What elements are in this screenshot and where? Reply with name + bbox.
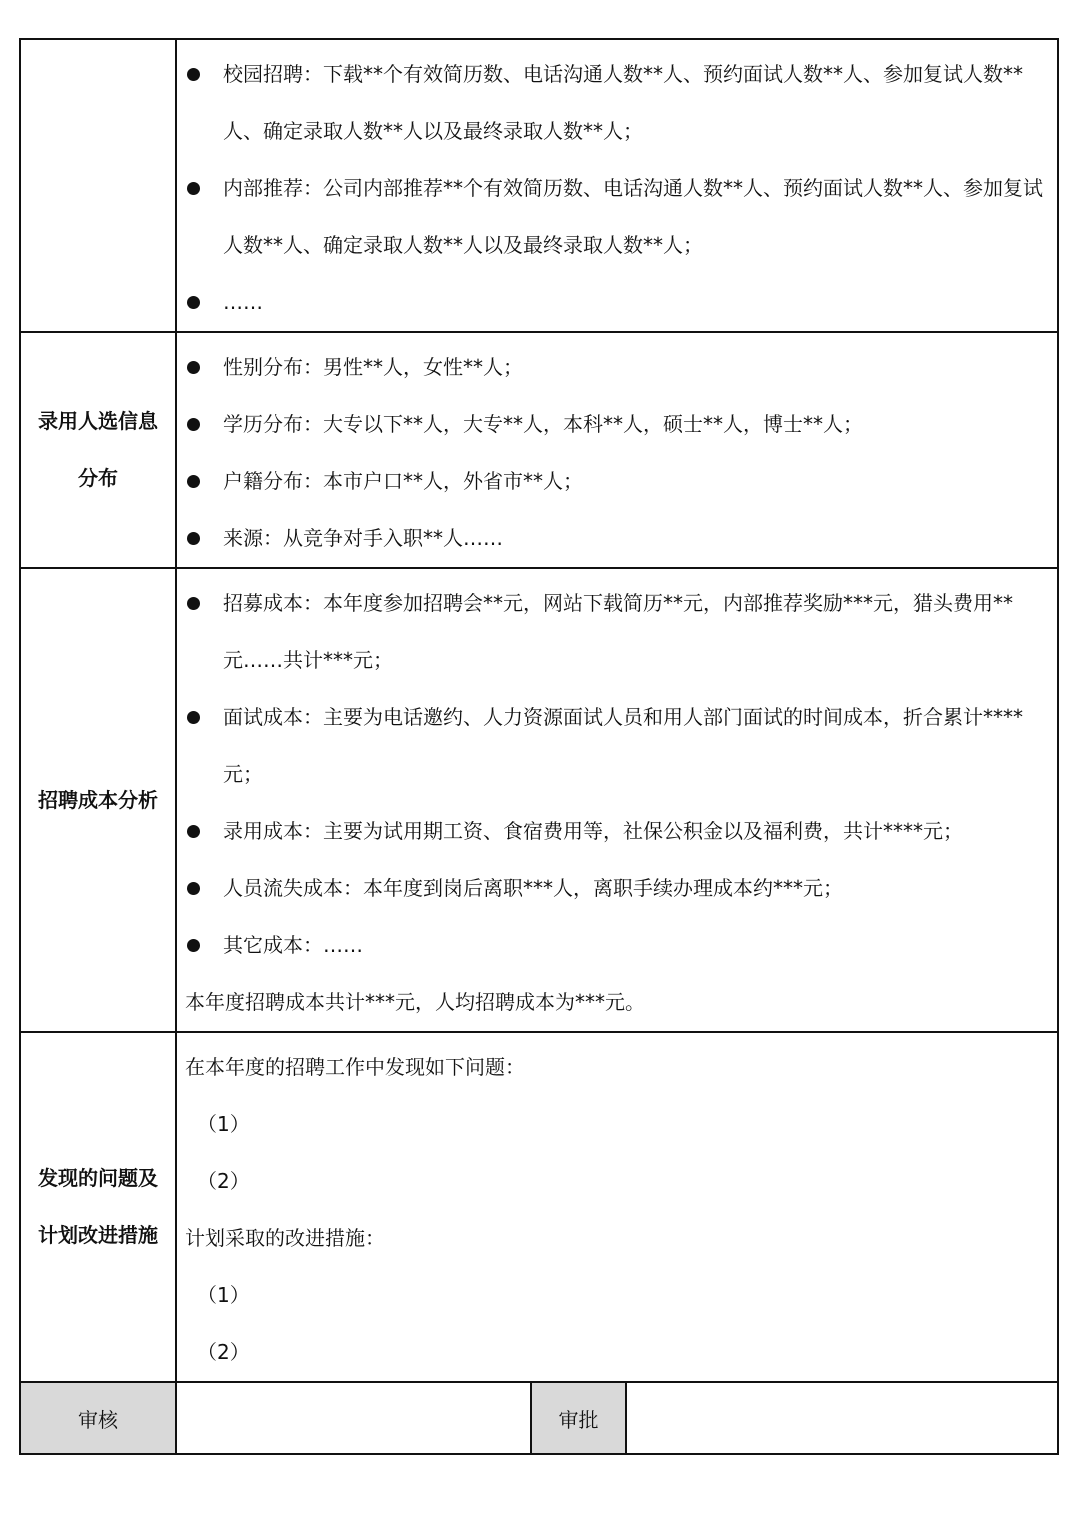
review-field[interactable] (176, 1382, 531, 1454)
cost-analysis-content (176, 568, 1058, 1032)
cost-analysis-label: 招聘成本分析 (20, 568, 176, 1032)
cost-item-other: 其它成本：…… (185, 917, 1049, 974)
cost-item-attrition: 人员流失成本：本年度到岗后离职***人，离职手续办理成本约***元； (185, 860, 1049, 917)
hire-item-education: 学历分布：大专以下**人，大专**人，本科**人，硕士**人，博士**人； (185, 396, 1049, 453)
cost-item-interview: 面试成本：主要为电话邀约、人力资源面试人员和用人部门面试的时间成本，折合累计****元； (185, 689, 1049, 803)
issues-label (20, 1032, 176, 1382)
issues-intro: 在本年度的招聘工作中发现如下问题： (185, 1055, 525, 1079)
row-issues-improvements (20, 1032, 1058, 1382)
review-label: 审核 (20, 1382, 176, 1454)
hire-distribution-label (20, 332, 176, 568)
hire-distribution-label-line2: 分布 (78, 466, 118, 490)
hire-distribution-label-line1: 录用人选信息 (38, 409, 158, 433)
row-hire-distribution (20, 332, 1058, 568)
approve-field[interactable] (626, 1382, 1058, 1454)
issue-item-1: （1） (197, 1112, 250, 1136)
channel-statistics-content (176, 39, 1058, 332)
issues-content (176, 1032, 1058, 1382)
row-signatures (20, 1382, 1058, 1454)
channel-item-campus: 校园招聘：下载**个有效简历数、电话沟通人数**人、预约面试人数**人、参加复试人数**人、确定录取人数**人以及最终录取人数**人； (185, 46, 1049, 160)
hire-distribution-content (176, 332, 1058, 568)
row-cost-analysis (20, 568, 1058, 1032)
issues-label-line2: 计划改进措施 (38, 1223, 158, 1247)
hire-item-source: 来源：从竞争对手入职**人…… (185, 510, 1049, 567)
cost-item-sourcing: 招募成本：本年度参加招聘会**元，网站下载简历**元，内部推荐奖励***元，猎头费用**元……共计***元； (185, 575, 1049, 689)
hire-item-gender: 性别分布：男性**人，女性**人； (185, 339, 1049, 396)
hire-item-household: 户籍分布：本市户口**人，外省市**人； (185, 453, 1049, 510)
issue-item-2: （2） (197, 1169, 250, 1193)
row-channel-statistics (20, 39, 1058, 332)
channel-statistics-label (20, 39, 176, 332)
cost-summary: 本年度招聘成本共计***元，人均招聘成本为***元。 (185, 990, 645, 1014)
issues-label-line1: 发现的问题及 (38, 1166, 158, 1190)
measure-item-1: （1） (197, 1283, 250, 1307)
measure-item-2: （2） (197, 1340, 250, 1364)
channel-item-more: …… (185, 274, 1049, 331)
measures-title: 计划采取的改进措施： (185, 1226, 385, 1250)
cost-item-onboarding: 录用成本：主要为试用期工资、食宿费用等，社保公积金以及福利费，共计****元； (185, 803, 1049, 860)
channel-item-referral: 内部推荐：公司内部推荐**个有效简历数、电话沟通人数**人、预约面试人数**人、参加复试人数**人、确定录取人数**人以及最终录取人数**人； (185, 160, 1049, 274)
approve-label: 审批 (531, 1382, 626, 1454)
recruitment-report-table (19, 38, 1059, 1455)
